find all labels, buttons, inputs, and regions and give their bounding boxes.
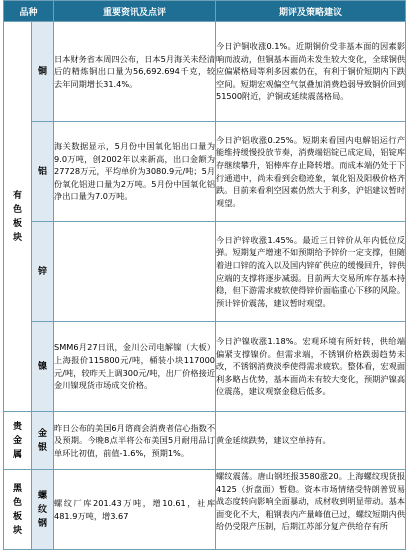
sub-aluminum: 铝 [32, 122, 54, 222]
news-cell: 昨日公布的美国6月谘商会消费者信心指数不及预期。今晚8点半将公布美国5月耐用品订单环比初值，前值-1.6%，预期1%。 [54, 412, 216, 470]
strategy-cell: 黄金延续跌势，建议空单持有。 [216, 412, 406, 470]
strategy-cell: 今日沪镍收涨1.18%。宏观环境有所好转，供给端偏紧支撑镍价。但需求端，不锈钢价格跌弱趋势未改，不锈钢消费淡季使得需求疲软。整体看，宏观面利多略占优势，基本面尚未有较大变化，预期沪镍高位震荡，建议观察金稳后低多。 [216, 322, 406, 412]
table-row [4, 470, 406, 550]
strategy-cell: 今日沪铜收涨0.1%。近期铜价受非基本面的因素影响而波动，但铜基本面尚未发生较大变化，全球铜供应偏紧格局等利多因素仍在，有利于铜价短期内下跌空间。短期宏观偏空气氛叠加消费趋弱导致铜价回到51500附近，沪铜或延续震荡格局。 [216, 22, 406, 122]
strategy-cell: 今日沪锌收涨1.45%。最近三日锌价从年内低位反弹。短期复产增速不如预期给予锌价一定支撑，但随着进口锌的流入以及国内锌矿供应的缓慢回升，锌供应端的支撑将逐步减弱。目前两大交易所库存基本持稳，但下游需求疲软使得锌价面临重心下移的风险。预计锌价震荡，建议暂时观望。 [216, 222, 406, 322]
commodity-table [3, 0, 406, 550]
table-row [4, 222, 406, 322]
news-cell [54, 222, 216, 322]
category-ferrous: 黑色板块 [4, 470, 32, 550]
sub-copper: 铜 [32, 22, 54, 122]
header-strategy: 期评及策略建议 [216, 1, 406, 22]
sub-nickel: 镍 [32, 322, 54, 412]
header-news: 重要资讯及点评 [54, 1, 216, 22]
category-precious-metals: 贵金属 [4, 412, 32, 470]
header-variety: 品种 [4, 1, 54, 22]
news-cell: 海关数据显示，5月份中国氧化铝出口量为9.0万吨，创2002年以来新高，出口金额为27728万元，平均单价为3080.9元/吨；5月份氧化铝进口量为2万吨。5月份中国氧化铝净出口量为7.0万吨。 [54, 122, 216, 222]
sub-rebar: 螺纹钢 [32, 470, 54, 550]
news-cell: 螺纹厂库201.43万吨，增10.61，社库481.9万吨，增3.67 [54, 470, 216, 550]
table-row [4, 122, 406, 222]
sub-zinc: 锌 [32, 222, 54, 322]
news-cell: 日本财务省本周四公布，日本5月海关未经清后的精炼铜出口量为56,692.694千克，较去年同期增长31.4%。 [54, 22, 216, 122]
table-header-row [4, 1, 406, 22]
strategy-cell: 今日沪铝收涨0.25%。短期来看国内电解铝运行产能维持缓慢投放节奏，消费端铝锭已成定局，铝锭库存继续攀升，铝棒库存止降转增。而成本端仍处于下行通道中，尚未看到会稳迹象，氧化铝及阳极价格齐跌。目前来看利空因素仍然大于利多，沪铝建议暂时观望。 [216, 122, 406, 222]
category-nonferrous: 有色板块 [4, 22, 32, 412]
table-row [4, 322, 406, 412]
sub-gold-silver: 金银 [32, 412, 54, 470]
table-row [4, 412, 406, 470]
strategy-cell: 螺纹震荡。唐山钢坯报3580涨20。上海螺纹现货报4125（折盘面）暂稳。资本市场情绪受特朗普贸易战态度转向影响全面暴动，成材收到明显带动。基本面变化不大，粗钢表内产量峰值已过，螺纹短期内供给仍受限产压制，后期江苏部分复产供给存有所 [216, 470, 406, 550]
news-cell: SMM6月27日讯，金川公司电解镍（大板）上海报价115800元/吨，桶装小块117000元/吨，较昨天上调300元/吨，出厂价格接近金川镍现货市场成交价格。 [54, 322, 216, 412]
table-row [4, 22, 406, 122]
